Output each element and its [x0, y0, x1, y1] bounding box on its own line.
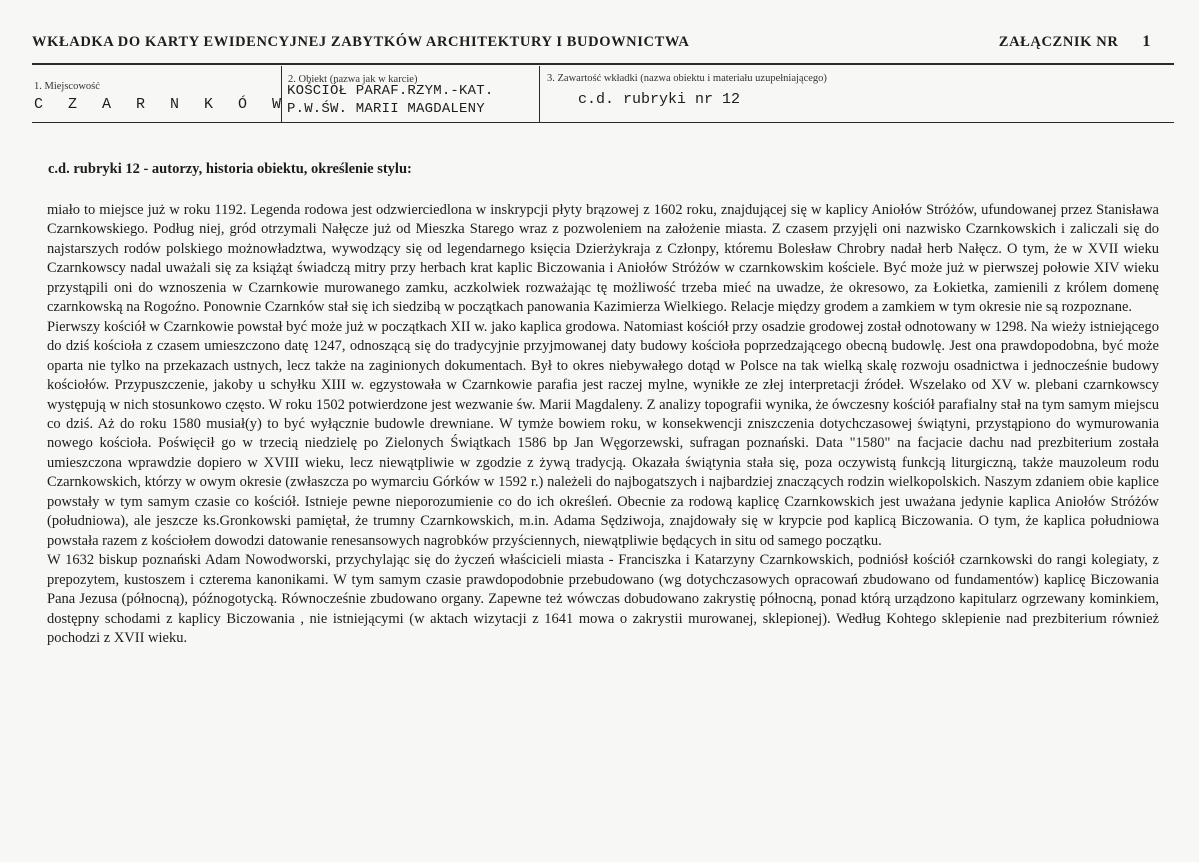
paragraph: miało to miejsce już w roku 1192. Legenda rodowa jest odzwierciedlona w inskrypcji płyty brązowej z 1602 roku, znajdującej się w kaplicy Aniołów Stróżów, ufundowanej przez Stanisława Czarnkowskiego. Podług niej, gród otrzymali Nałęcze już od Mieszka Starego wraz z pozwoleniem na założenie miasta. Z czasem przyjęli oni nazwisko Czarnkowskich i zaliczali się do najstarszych rodów polskiego możnowładztwa, wywodzący się od legendarnego księcia Dzierżykraja z Członpy, któremu Bolesław Chrobry nadał herb Nałęcz. O tym, że w XVII wieku Czarnkowscy nadal uważali się za książąt świadczą mitry przy herbach krat kaplic Biczowania i Aniołów Stróżów w czarnkowskim kościele. Być może już w pierwszej połowie XIV wieku przystąpili oni do wznoszenia w Czarnkowie murowanego zamku, aczkolwiek rozważając tę możliwość trzeba mieć na uwadze, że okresowo, za Łokietka, zamienili z królem domenę czarnkowską na Rogoźno. Ponownie Czarnków stał się ich siedzibą w początkach panowania Kazimierza Wielkiego. Relacje między grodem a zamkiem w tym okresie nie są rozpoznane.: [47, 202, 1159, 316]
paragraph: W 1632 biskup poznański Adam Nowodworski, przychylając się do życzeń właścicieli miasta - Franciszka i Katarzyny Czarnkowskich, podniósł kościół czarnkowski do rangi kolegiaty, z prepozytem, kustoszem i czterema kanonikami. W tym samym czasie prawdopodobnie przebudowano (wg dotychczasowych opracowań zbudowano od fundamentów) kaplicę Biczowania Pana Jezusa (północną), późnogotycką. Równocześnie zbudowano organy. Zapewne też wówczas dobudowano zakrystię północną, ponad którą urządzono kapitularz ogrzewany kominkiem, dostępny schodami z kaplicy Biczowania , nie istniejącymi (w aktach wizytacji z 1641 mowa o zakrystii murowanej, sklepionej). Według Kohtego sklepienie nad prezbiterium również pochodzi z XVII wieku.: [47, 552, 1159, 646]
field-divider-1: [281, 66, 282, 122]
contents-label: 3. Zawartość wkładki (nazwa obiektu i materiału uzupełniającego): [547, 73, 827, 84]
object-line-2: P.W.ŚW. MARII MAGDALENY: [287, 101, 485, 117]
paragraph: Pierwszy kościół w Czarnkowie powstał być może już w początkach XII w. jako kaplica grodowa. Natomiast kościół przy osadzie grodowej został odnotowany w 1298. Na wieży istniejącego do dziś kościoła z czasem umieszczono datę 1247, odnoszącą się do tradycyjnie przyjmowanej daty budowy kościoła poprzedzającego obecną budowlę. Jest ona prawdopodobna, być może oparta nie tylko na przekazach ustnych, lecz także na zaginionych dokumentach. Był to okres niebywałego dotąd w Polsce na tak wielką skalę rozwoju osadnictwa i jednocześnie budowy kościołów. Przypuszczenie, jakoby u schyłku XIII w. egzystowała w Czarnkowie parafia jest raczej mylne, wynikłe ze złej interpretacji źródeł. Wszelako od XV w. plebani czarnkowscy występują w nich stosunkowo często. W roku 1502 potwierdzone jest wezwanie św. Marii Magdaleny. Z analizy topografii wynika, że ówczesny kościół parafialny stał na tym samym miejscu co dziś. Aż do roku 1580 musiał(y) to być wyłącznie budowle drewniane. W tymże bowiem roku, w konsekwencji zniszczenia dotychczasowej świątyni, przystąpiono do wymurowania nowego kościoła. Poświęcił go w trzecią niedzielę po Zielonych Świątkach 1586 bp Jan Węgorzewski, sufragan poznański. Data "1580" na facjacie dachu nad prezbiterium została umieszczona wprawdzie dopiero w XVIII wieku, lecz niewątpliwie w zgodzie z żywą tradycją. Okazała świątynia stała się, poza oczywistą funkcją liturgiczną, także mauzoleum rodu Czarnkowskich, którzy w owym okresie (zwłaszcza po wymarciu Górków w 1592 r.) należeli do najbogatszych i najbardziej znaczących rodzin wielkopolskich. Naszym zdaniem obie kaplice powstały w tym samym czasie co kościół. Istnieje pewne nieporozumienie co do ich określeń. Obecnie za rodową kaplicę Czarnkowskich jest uważana jedynie kaplica Aniołów Stróżów (południowa), ale jeszcze ks.Gronkowski pamiętał, że trumny Czarnkowskich, m.in. Adama Sędziwoja, znajdowały się w krypcie pod kaplicą Biczowania. O tym, że kaplica południowa powstała razem z kościołem dowodzi datowanie renesansowych nagrobków przyściennych, niewątpliwie będących in situ od samego początku.: [47, 318, 1159, 549]
body-text: [47, 201, 1159, 648]
annex-label: [999, 33, 1151, 51]
top-rule: [32, 63, 1174, 65]
object-value: [287, 82, 493, 118]
object-line-1: KOŚCIÓŁ PARAF.RZYM.-KAT.: [287, 83, 494, 99]
contents-value: c.d. rubryki nr 12: [578, 91, 741, 108]
annex-label-text: ZAŁĄCZNIK NR: [998, 34, 1119, 50]
section-heading: c.d. rubryki 12 - autorzy, historia obiektu, określenie stylu:: [48, 161, 412, 177]
location-label: 1. Miejscowość: [34, 81, 100, 92]
location-value: C Z A R N K Ó W: [34, 96, 290, 113]
field-divider-2: [539, 66, 540, 122]
annex-number: 1: [1142, 33, 1151, 50]
fields-bottom-rule: [32, 122, 1174, 123]
form-title: WKŁADKA DO KARTY EWIDENCYJNEJ ZABYTKÓW ARCHITEKTURY I BUDOWNICTWA: [32, 34, 690, 50]
object-label: 2. Obiekt (nazwa jak w karcie): [288, 74, 418, 85]
